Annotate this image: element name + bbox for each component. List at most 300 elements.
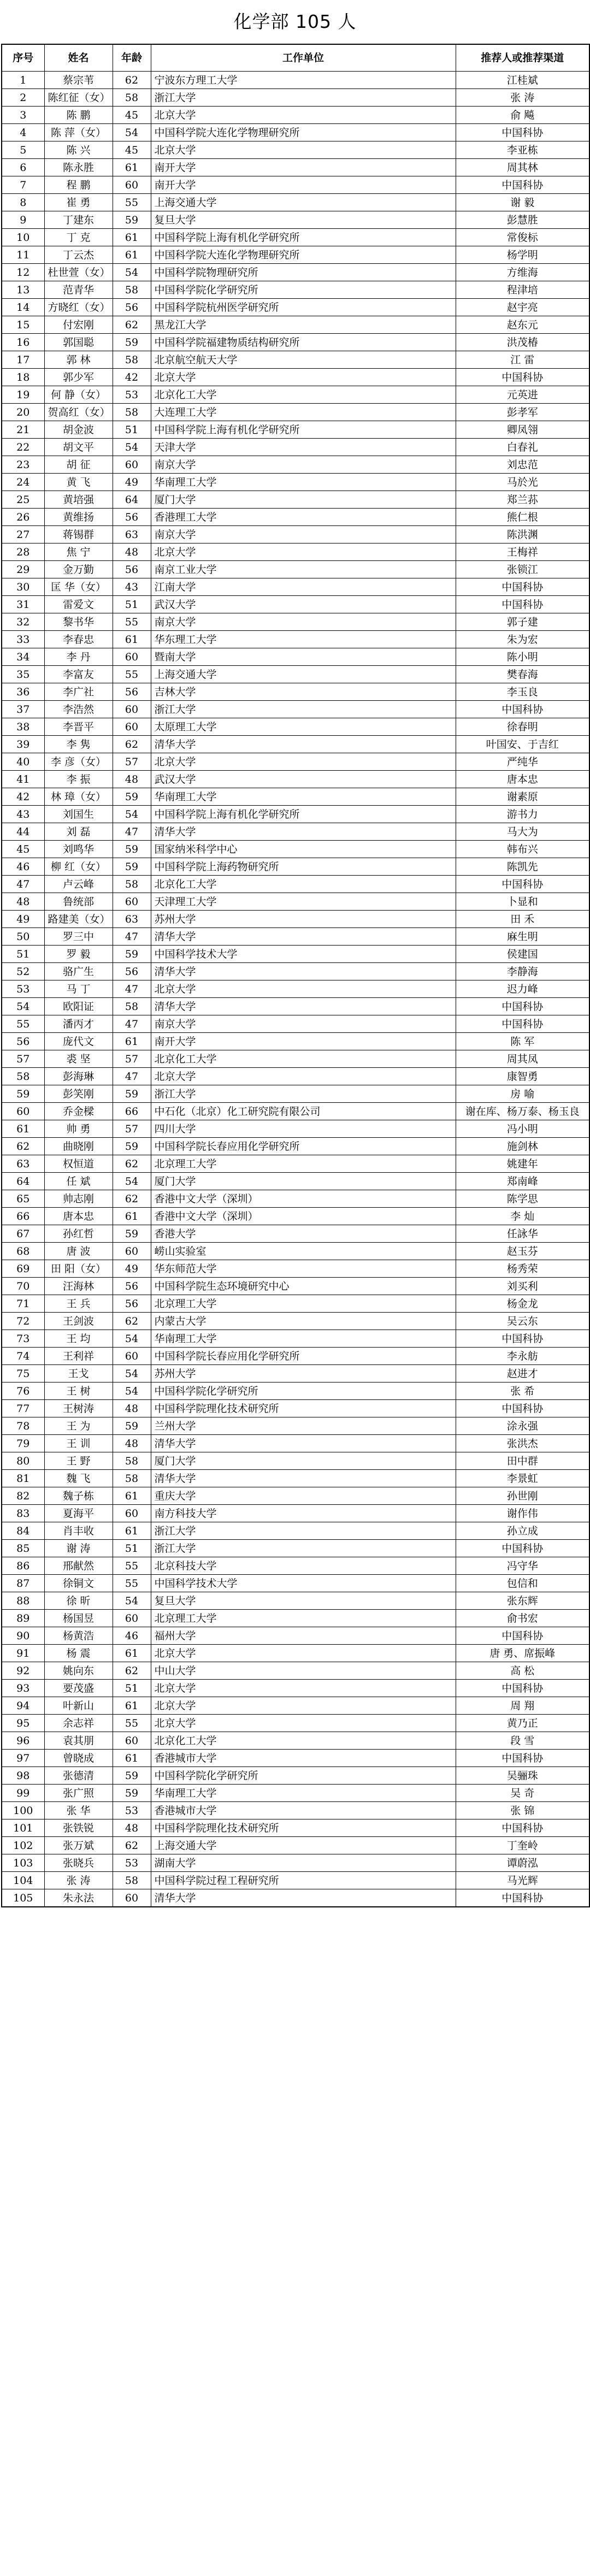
row-index: 90 xyxy=(2,1627,44,1645)
table-row xyxy=(2,351,589,369)
row-name: 朱永法 xyxy=(44,1889,113,1907)
row-employer: 北京大学 xyxy=(151,369,456,386)
row-index: 26 xyxy=(2,509,44,526)
row-employer: 北京化工大学 xyxy=(151,1050,456,1068)
row-age: 59 xyxy=(113,334,151,351)
row-name: 袁其朋 xyxy=(44,1732,113,1750)
row-name: 鲁统部 xyxy=(44,893,113,911)
row-recommender: 赵进才 xyxy=(456,1365,589,1382)
row-age: 60 xyxy=(113,1610,151,1627)
row-employer: 香港中文大学（深圳） xyxy=(151,1190,456,1208)
table-row xyxy=(2,1155,589,1173)
table-row xyxy=(2,1470,589,1487)
row-index: 54 xyxy=(2,998,44,1015)
row-index: 27 xyxy=(2,526,44,543)
row-name: 余志祥 xyxy=(44,1715,113,1732)
table-row xyxy=(2,299,589,316)
row-index: 22 xyxy=(2,439,44,456)
row-age: 61 xyxy=(113,1487,151,1505)
table-row xyxy=(2,701,589,718)
row-recommender: 李亚栋 xyxy=(456,141,589,159)
row-name: 李 丹 xyxy=(44,648,113,666)
nominee-table xyxy=(1,44,590,1907)
row-employer: 北京理工大学 xyxy=(151,1155,456,1173)
row-index: 60 xyxy=(2,1103,44,1120)
row-employer: 南京工业大学 xyxy=(151,561,456,578)
row-employer: 中国科学院大连化学物理研究所 xyxy=(151,246,456,264)
row-name: 黎书华 xyxy=(44,613,113,631)
row-index: 33 xyxy=(2,631,44,648)
row-employer: 国家纳米科学中心 xyxy=(151,841,456,858)
row-name: 叶新山 xyxy=(44,1697,113,1715)
row-index: 92 xyxy=(2,1662,44,1680)
row-name: 林 璋（女） xyxy=(44,788,113,806)
row-name: 庞代文 xyxy=(44,1033,113,1050)
table-row xyxy=(2,1173,589,1190)
table-row xyxy=(2,474,589,491)
row-employer: 中山大学 xyxy=(151,1662,456,1680)
row-index: 43 xyxy=(2,806,44,823)
table-row xyxy=(2,1382,589,1400)
row-employer: 香港大学 xyxy=(151,1225,456,1243)
row-age: 57 xyxy=(113,1050,151,1068)
table-row xyxy=(2,1120,589,1138)
table-row xyxy=(2,404,589,421)
row-employer: 清华大学 xyxy=(151,928,456,946)
row-index: 1 xyxy=(2,72,44,89)
row-index: 91 xyxy=(2,1645,44,1662)
row-name: 张 华 xyxy=(44,1802,113,1819)
row-name: 乔金樑 xyxy=(44,1103,113,1120)
row-recommender: 中国科协 xyxy=(456,596,589,613)
row-age: 55 xyxy=(113,194,151,211)
table-row xyxy=(2,911,589,928)
table-row xyxy=(2,1645,589,1662)
row-index: 61 xyxy=(2,1120,44,1138)
row-index: 80 xyxy=(2,1452,44,1470)
table-row xyxy=(2,596,589,613)
row-name: 曾晓成 xyxy=(44,1750,113,1767)
row-recommender: 方维海 xyxy=(456,264,589,281)
row-index: 96 xyxy=(2,1732,44,1750)
row-name: 陈永胜 xyxy=(44,159,113,176)
row-index: 38 xyxy=(2,718,44,736)
table-row xyxy=(2,613,589,631)
row-name: 姚向东 xyxy=(44,1662,113,1680)
row-age: 63 xyxy=(113,526,151,543)
header-recommender: 推荐人或推荐渠道 xyxy=(456,44,589,72)
row-recommender: 中国科协 xyxy=(456,1750,589,1767)
row-name: 王利祥 xyxy=(44,1348,113,1365)
row-age: 61 xyxy=(113,1750,151,1767)
row-recommender: 张锁江 xyxy=(456,561,589,578)
table-row xyxy=(2,1085,589,1103)
row-age: 58 xyxy=(113,1872,151,1889)
row-name: 范青华 xyxy=(44,281,113,299)
row-age: 54 xyxy=(113,264,151,281)
row-recommender: 中国科协 xyxy=(456,369,589,386)
row-employer: 中国科学院上海有机化学研究所 xyxy=(151,421,456,439)
row-name: 要茂盛 xyxy=(44,1680,113,1697)
row-index: 10 xyxy=(2,229,44,246)
table-row xyxy=(2,1015,589,1033)
row-index: 17 xyxy=(2,351,44,369)
row-age: 58 xyxy=(113,998,151,1015)
row-age: 58 xyxy=(113,281,151,299)
row-index: 5 xyxy=(2,141,44,159)
row-recommender: 杨学明 xyxy=(456,246,589,264)
table-row xyxy=(2,771,589,788)
table-row xyxy=(2,1138,589,1155)
row-recommender: 彭孝军 xyxy=(456,404,589,421)
table-row xyxy=(2,72,589,89)
row-age: 58 xyxy=(113,89,151,107)
table-row xyxy=(2,998,589,1015)
row-age: 48 xyxy=(113,771,151,788)
table-row xyxy=(2,1313,589,1330)
row-name: 何 静（女） xyxy=(44,386,113,404)
row-name: 杜世萱（女） xyxy=(44,264,113,281)
row-name: 蒋锡群 xyxy=(44,526,113,543)
row-age: 59 xyxy=(113,1085,151,1103)
row-employer: 南开大学 xyxy=(151,176,456,194)
row-employer: 中国科学院上海有机化学研究所 xyxy=(151,229,456,246)
row-index: 49 xyxy=(2,911,44,928)
row-name: 张晓兵 xyxy=(44,1854,113,1872)
table-row xyxy=(2,1295,589,1313)
row-index: 36 xyxy=(2,683,44,701)
table-row xyxy=(2,1715,589,1732)
row-index: 14 xyxy=(2,299,44,316)
table-row xyxy=(2,1819,589,1837)
header-age: 年龄 xyxy=(113,44,151,72)
row-age: 66 xyxy=(113,1103,151,1120)
row-recommender: 中国科协 xyxy=(456,1680,589,1697)
row-index: 42 xyxy=(2,788,44,806)
table-row xyxy=(2,1557,589,1575)
table-row xyxy=(2,1837,589,1854)
table-row xyxy=(2,1680,589,1697)
row-employer: 中国科学院杭州医学研究所 xyxy=(151,299,456,316)
row-recommender: 李静海 xyxy=(456,963,589,980)
row-recommender: 俞 飚 xyxy=(456,107,589,124)
row-recommender: 陈洪渊 xyxy=(456,526,589,543)
row-recommender: 熊仁根 xyxy=(456,509,589,526)
row-age: 60 xyxy=(113,893,151,911)
table-row xyxy=(2,1260,589,1278)
row-name: 刘鸣华 xyxy=(44,841,113,858)
row-employer: 中国科学院化学研究所 xyxy=(151,1382,456,1400)
row-name: 刘 磊 xyxy=(44,823,113,841)
table-row xyxy=(2,823,589,841)
row-recommender: 郑南峰 xyxy=(456,1173,589,1190)
row-recommender: 周 翔 xyxy=(456,1697,589,1715)
row-name: 任 斌 xyxy=(44,1173,113,1190)
row-recommender: 游书力 xyxy=(456,806,589,823)
row-employer: 北京大学 xyxy=(151,141,456,159)
row-age: 54 xyxy=(113,439,151,456)
row-index: 28 xyxy=(2,543,44,561)
row-name: 徐铜文 xyxy=(44,1575,113,1592)
row-name: 黄维扬 xyxy=(44,509,113,526)
row-employer: 太原理工大学 xyxy=(151,718,456,736)
row-index: 45 xyxy=(2,841,44,858)
row-age: 61 xyxy=(113,1522,151,1540)
row-employer: 中国科学院化学研究所 xyxy=(151,281,456,299)
table-row xyxy=(2,1487,589,1505)
row-recommender: 中国科协 xyxy=(456,1015,589,1033)
row-recommender: 白春礼 xyxy=(456,439,589,456)
row-employer: 华南理工大学 xyxy=(151,1785,456,1802)
row-name: 肖丰收 xyxy=(44,1522,113,1540)
row-employer: 中国科学院理化技术研究所 xyxy=(151,1400,456,1417)
row-name: 彭海琳 xyxy=(44,1068,113,1085)
row-name: 权恒道 xyxy=(44,1155,113,1173)
row-name: 王 树 xyxy=(44,1382,113,1400)
row-index: 37 xyxy=(2,701,44,718)
row-name: 魏 飞 xyxy=(44,1470,113,1487)
row-recommender: 中国科协 xyxy=(456,1540,589,1557)
table-row xyxy=(2,1417,589,1435)
table-row xyxy=(2,578,589,596)
row-recommender: 俞书宏 xyxy=(456,1610,589,1627)
table-row xyxy=(2,1190,589,1208)
row-age: 61 xyxy=(113,1697,151,1715)
row-index: 48 xyxy=(2,893,44,911)
row-name: 唐 波 xyxy=(44,1243,113,1260)
row-name: 王 兵 xyxy=(44,1295,113,1313)
row-recommender: 马光辉 xyxy=(456,1872,589,1889)
row-employer: 北京化工大学 xyxy=(151,1732,456,1750)
row-index: 65 xyxy=(2,1190,44,1208)
row-employer: 北京大学 xyxy=(151,1068,456,1085)
table-row xyxy=(2,648,589,666)
table-row xyxy=(2,386,589,404)
row-index: 81 xyxy=(2,1470,44,1487)
row-recommender: 郑兰荪 xyxy=(456,491,589,509)
row-recommender: 洪茂椿 xyxy=(456,334,589,351)
row-employer: 大连理工大学 xyxy=(151,404,456,421)
row-recommender: 黄乃正 xyxy=(456,1715,589,1732)
row-index: 16 xyxy=(2,334,44,351)
row-recommender: 谢在库、杨万泰、杨玉良 xyxy=(456,1103,589,1120)
table-row xyxy=(2,211,589,229)
table-row xyxy=(2,509,589,526)
row-index: 52 xyxy=(2,963,44,980)
row-age: 47 xyxy=(113,1068,151,1085)
row-index: 79 xyxy=(2,1435,44,1452)
row-employer: 黑龙江大学 xyxy=(151,316,456,334)
row-index: 18 xyxy=(2,369,44,386)
row-name: 罗 毅 xyxy=(44,946,113,963)
row-age: 62 xyxy=(113,1662,151,1680)
row-index: 68 xyxy=(2,1243,44,1260)
row-recommender: 陈 军 xyxy=(456,1033,589,1050)
row-name: 黄 飞 xyxy=(44,474,113,491)
row-name: 李 隽 xyxy=(44,736,113,753)
row-employer: 中国科学技术大学 xyxy=(151,946,456,963)
row-name: 王 为 xyxy=(44,1417,113,1435)
row-recommender: 张 涛 xyxy=(456,89,589,107)
row-age: 61 xyxy=(113,1033,151,1050)
row-age: 57 xyxy=(113,1120,151,1138)
table-row xyxy=(2,439,589,456)
table-body xyxy=(2,72,589,1907)
row-age: 60 xyxy=(113,1732,151,1750)
row-name: 欧阳证 xyxy=(44,998,113,1015)
row-index: 78 xyxy=(2,1417,44,1435)
row-employer: 复旦大学 xyxy=(151,1592,456,1610)
row-age: 60 xyxy=(113,176,151,194)
row-employer: 上海交通大学 xyxy=(151,194,456,211)
row-index: 40 xyxy=(2,753,44,771)
row-recommender: 赵玉芬 xyxy=(456,1243,589,1260)
table-row xyxy=(2,683,589,701)
row-recommender: 刘买利 xyxy=(456,1278,589,1295)
table-row xyxy=(2,788,589,806)
row-employer: 厦门大学 xyxy=(151,1173,456,1190)
row-recommender: 江桂斌 xyxy=(456,72,589,89)
row-age: 59 xyxy=(113,946,151,963)
row-index: 44 xyxy=(2,823,44,841)
row-recommender: 程津培 xyxy=(456,281,589,299)
row-index: 21 xyxy=(2,421,44,439)
row-age: 62 xyxy=(113,72,151,89)
row-age: 55 xyxy=(113,1715,151,1732)
row-age: 58 xyxy=(113,404,151,421)
table-row xyxy=(2,281,589,299)
table-row xyxy=(2,1033,589,1050)
row-index: 32 xyxy=(2,613,44,631)
table-row xyxy=(2,124,589,141)
row-recommender: 彭慧胜 xyxy=(456,211,589,229)
row-recommender: 包信和 xyxy=(456,1575,589,1592)
table-row xyxy=(2,1050,589,1068)
row-employer: 苏州大学 xyxy=(151,1365,456,1382)
row-employer: 北京大学 xyxy=(151,1715,456,1732)
row-employer: 北京大学 xyxy=(151,107,456,124)
row-age: 64 xyxy=(113,491,151,509)
row-recommender: 中国科协 xyxy=(456,1819,589,1837)
row-employer: 清华大学 xyxy=(151,1470,456,1487)
row-age: 42 xyxy=(113,369,151,386)
row-name: 卢云峰 xyxy=(44,876,113,893)
row-recommender: 孙立成 xyxy=(456,1522,589,1540)
row-employer: 南京大学 xyxy=(151,456,456,474)
row-age: 58 xyxy=(113,1470,151,1487)
row-name: 魏子栋 xyxy=(44,1487,113,1505)
row-employer: 武汉大学 xyxy=(151,596,456,613)
row-employer: 香港理工大学 xyxy=(151,509,456,526)
row-name: 王 野 xyxy=(44,1452,113,1470)
row-recommender: 杨秀荣 xyxy=(456,1260,589,1278)
row-age: 60 xyxy=(113,1505,151,1522)
row-age: 54 xyxy=(113,1365,151,1382)
row-age: 59 xyxy=(113,1767,151,1785)
row-index: 15 xyxy=(2,316,44,334)
header-employer: 工作单位 xyxy=(151,44,456,72)
row-age: 55 xyxy=(113,1557,151,1575)
row-age: 48 xyxy=(113,543,151,561)
row-index: 62 xyxy=(2,1138,44,1155)
row-age: 61 xyxy=(113,246,151,264)
row-recommender: 麻生明 xyxy=(456,928,589,946)
row-age: 56 xyxy=(113,1295,151,1313)
row-recommender: 田 禾 xyxy=(456,911,589,928)
row-age: 55 xyxy=(113,1575,151,1592)
row-index: 74 xyxy=(2,1348,44,1365)
row-recommender: 陈凯先 xyxy=(456,858,589,876)
row-recommender: 朱为宏 xyxy=(456,631,589,648)
row-name: 李广社 xyxy=(44,683,113,701)
row-recommender: 吴 奇 xyxy=(456,1785,589,1802)
row-age: 59 xyxy=(113,211,151,229)
row-index: 84 xyxy=(2,1522,44,1540)
row-age: 61 xyxy=(113,1645,151,1662)
row-index: 70 xyxy=(2,1278,44,1295)
row-index: 57 xyxy=(2,1050,44,1068)
row-employer: 中国科学院上海药物研究所 xyxy=(151,858,456,876)
table-row xyxy=(2,1435,589,1452)
table-row xyxy=(2,1400,589,1417)
row-recommender: 叶国安、于吉红 xyxy=(456,736,589,753)
row-recommender: 康智勇 xyxy=(456,1068,589,1085)
row-employer: 浙江大学 xyxy=(151,89,456,107)
row-recommender: 迟力峰 xyxy=(456,980,589,998)
row-age: 54 xyxy=(113,1173,151,1190)
row-age: 59 xyxy=(113,788,151,806)
row-name: 张广照 xyxy=(44,1785,113,1802)
row-index: 102 xyxy=(2,1837,44,1854)
row-age: 59 xyxy=(113,858,151,876)
row-name: 潘丙才 xyxy=(44,1015,113,1033)
row-recommender: 马大为 xyxy=(456,823,589,841)
table-row xyxy=(2,1662,589,1680)
row-age: 54 xyxy=(113,1592,151,1610)
row-index: 34 xyxy=(2,648,44,666)
table-row xyxy=(2,1330,589,1348)
row-name: 骆广生 xyxy=(44,963,113,980)
row-employer: 北京大学 xyxy=(151,1680,456,1697)
table-row xyxy=(2,1872,589,1889)
row-age: 58 xyxy=(113,1452,151,1470)
table-row xyxy=(2,1452,589,1470)
row-index: 24 xyxy=(2,474,44,491)
row-name: 王 均 xyxy=(44,1330,113,1348)
table-row xyxy=(2,666,589,683)
row-employer: 北京大学 xyxy=(151,753,456,771)
row-recommender: 唐本忠 xyxy=(456,771,589,788)
row-employer: 南京大学 xyxy=(151,613,456,631)
table-row xyxy=(2,1732,589,1750)
row-index: 75 xyxy=(2,1365,44,1382)
row-employer: 中国科学技术大学 xyxy=(151,1575,456,1592)
row-employer: 北京航空航天大学 xyxy=(151,351,456,369)
row-age: 62 xyxy=(113,1155,151,1173)
row-name: 崔 勇 xyxy=(44,194,113,211)
row-employer: 中国科学院理化技术研究所 xyxy=(151,1819,456,1837)
row-employer: 宁波东方理工大学 xyxy=(151,72,456,89)
row-name: 方晓红（女） xyxy=(44,299,113,316)
row-name: 李春忠 xyxy=(44,631,113,648)
table-row xyxy=(2,1592,589,1610)
row-index: 93 xyxy=(2,1680,44,1697)
table-row xyxy=(2,456,589,474)
row-name: 曲晓刚 xyxy=(44,1138,113,1155)
row-employer: 浙江大学 xyxy=(151,1522,456,1540)
row-name: 王戈 xyxy=(44,1365,113,1382)
row-employer: 南京大学 xyxy=(151,1015,456,1033)
